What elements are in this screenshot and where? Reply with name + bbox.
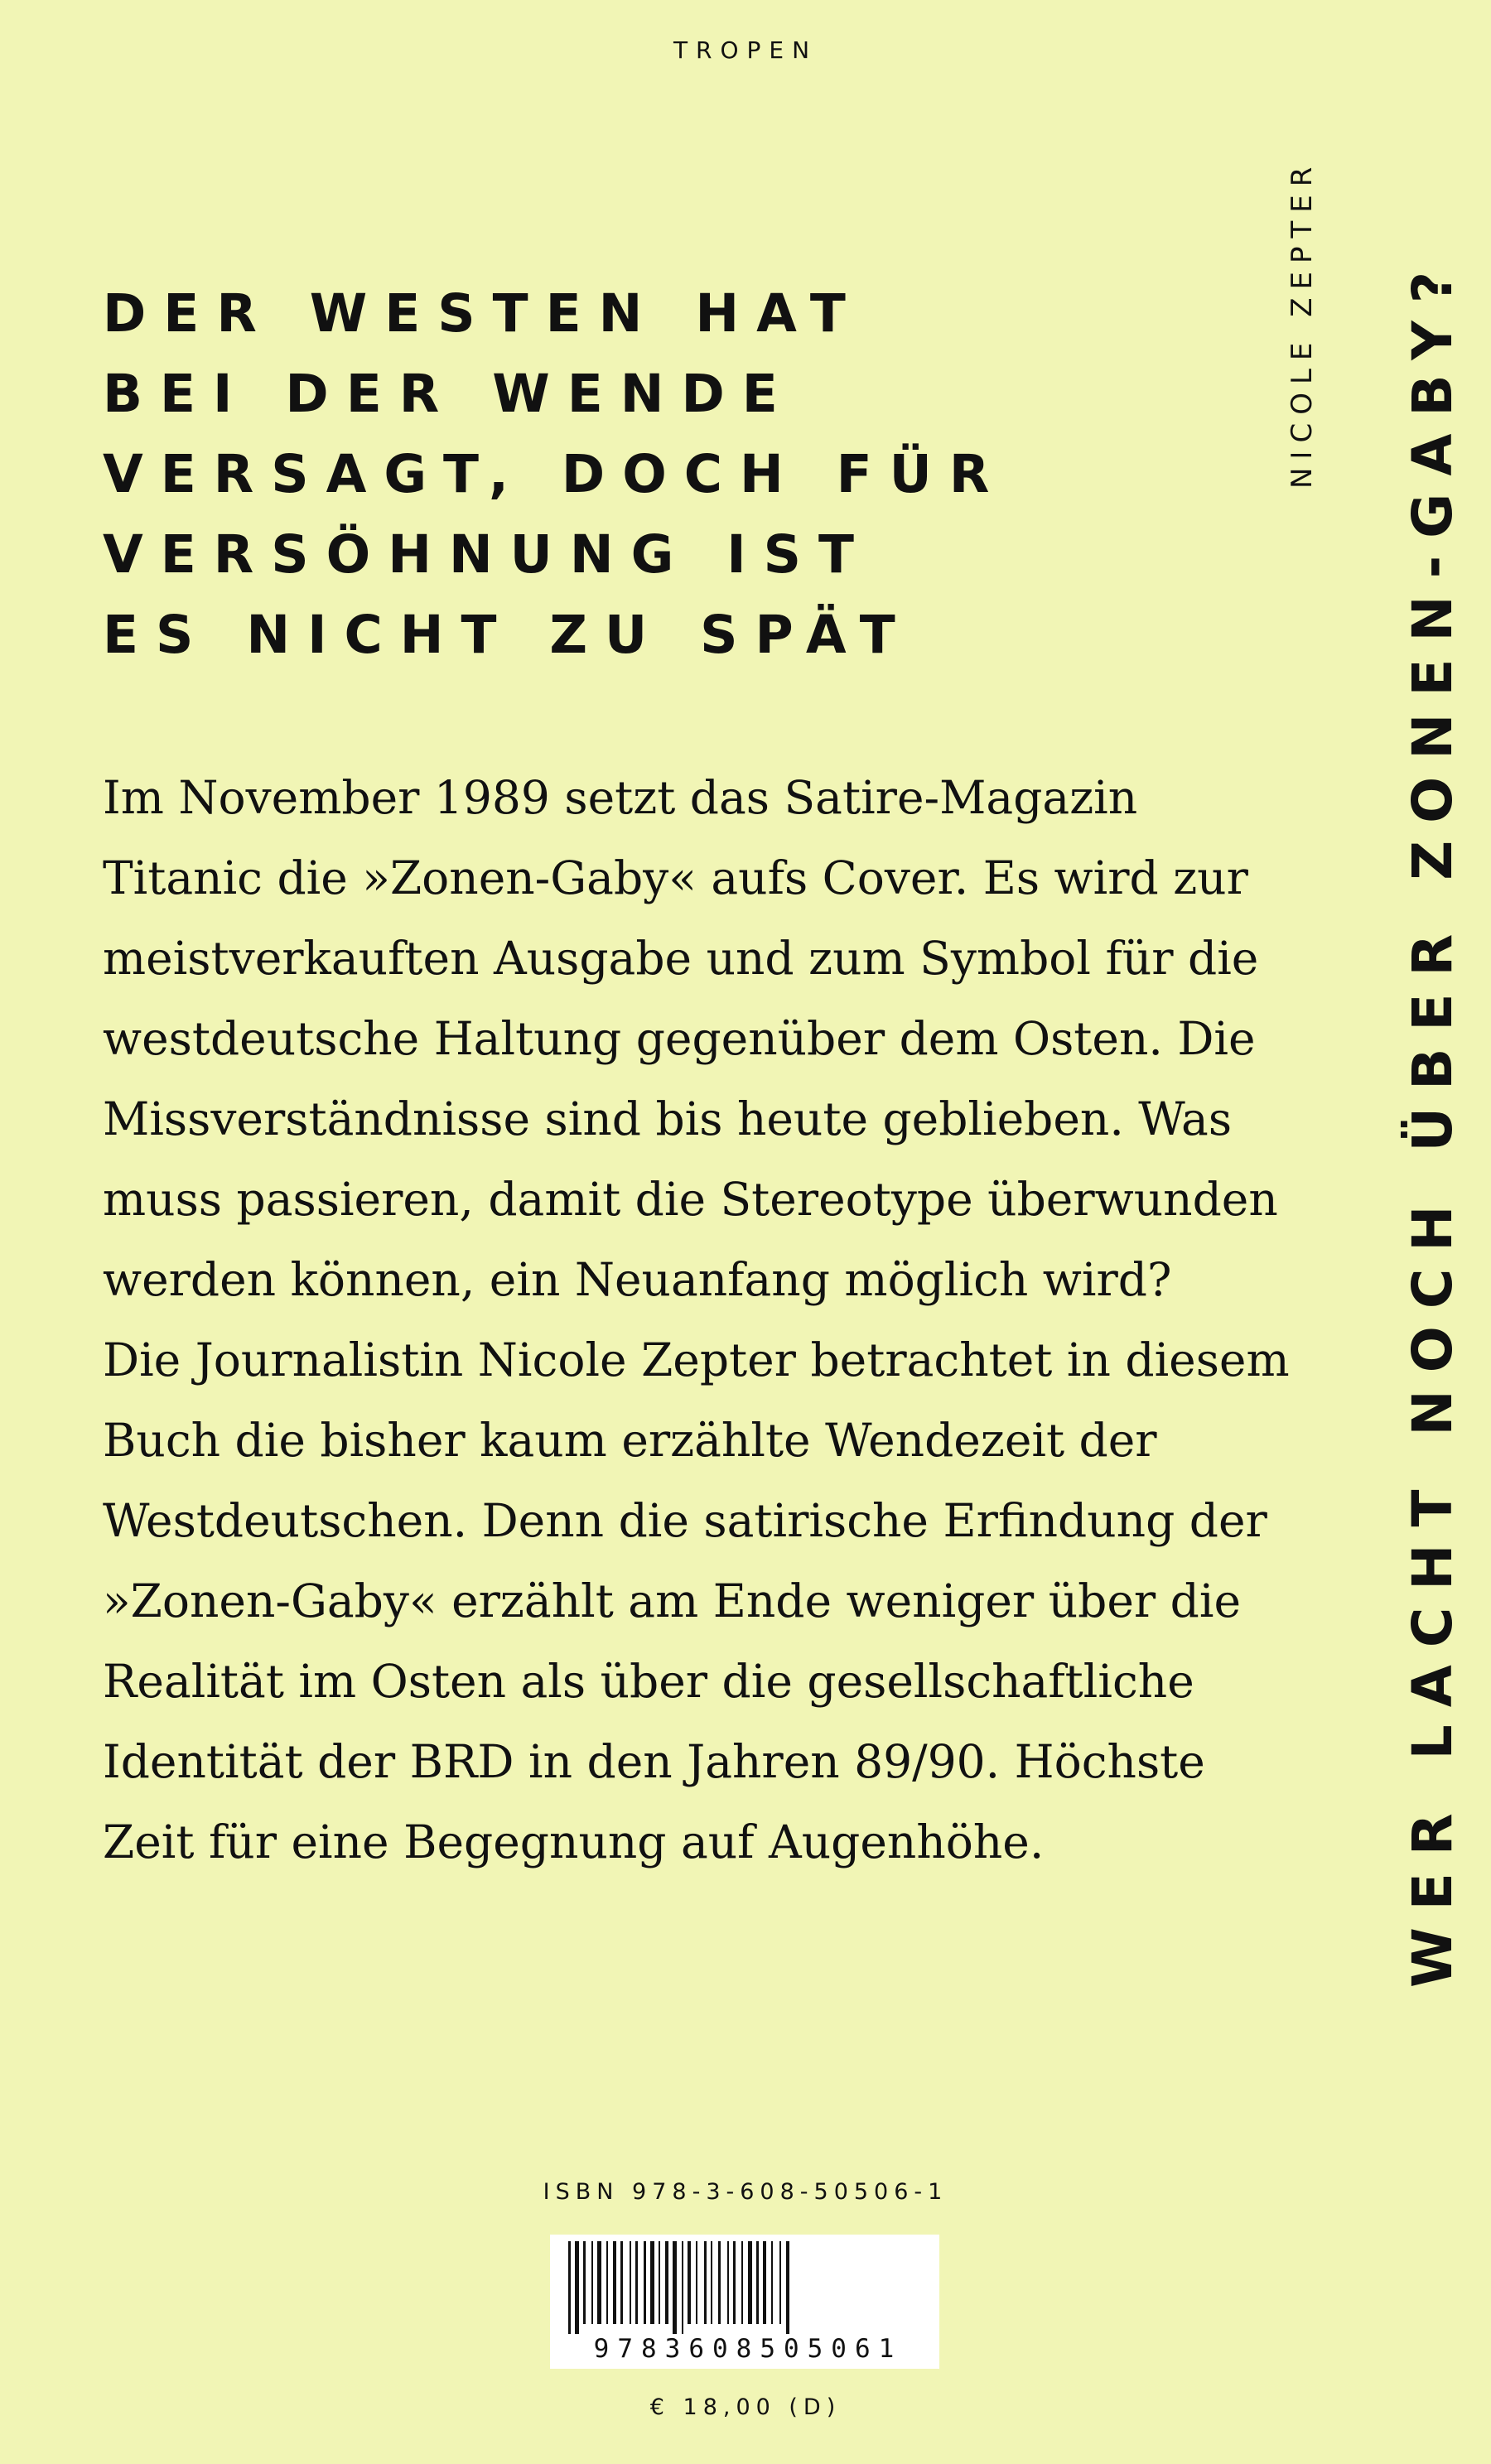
headline-line: VERSAGT, DOCH FÜR [103,444,1007,504]
blurb-line: werden können, ein Neuanfang möglich wird? [103,1253,1172,1306]
barcode-bar [763,2241,766,2324]
barcode-bar [733,2241,736,2324]
barcode-bar [696,2241,697,2324]
headline-line: BEI DER WENDE [103,364,795,424]
barcode-bar [606,2241,608,2324]
barcode-bar [583,2241,586,2324]
barcode-bar [711,2241,712,2324]
barcode-bar [682,2241,683,2334]
barcode-bar [718,2241,721,2324]
blurb-line: »Zonen-Gaby« erzählt am Ende weniger über die [103,1574,1242,1627]
barcode-bar [771,2241,773,2324]
barcode-bar [779,2241,781,2324]
barcode-bar [630,2241,631,2324]
blurb-line: Buch die bisher kaum erzählte Wendezeit der [103,1414,1157,1467]
barcode-number: 9783608505061 [593,2334,903,2364]
blurb-line: Westdeutschen. Denn die satirische Erfindung der [103,1494,1267,1547]
barcode-bar [727,2241,729,2324]
price-label: € 18,00 (D) [649,2394,842,2420]
barcode-bar [756,2241,759,2324]
publisher-name: TROPEN [673,36,818,64]
barcode-bar [688,2241,691,2324]
barcode-bar [650,2241,654,2324]
headline-line: ES NICHT ZU SPÄT [103,605,913,665]
blurb-line: westdeutsche Haltung gegenüber dem Osten. Die [103,1012,1256,1065]
spine-author: NICOLE ZEPTER [1286,158,1319,489]
blurb-line: meistverkauften Ausgabe und zum Symbol für die [103,932,1259,985]
blurb-line: Zeit für eine Begegnung auf Augenhöhe. [103,1815,1045,1868]
barcode-bar [673,2241,677,2334]
blurb-line: Missverständnisse sind bis heute geblieben. Was [103,1092,1233,1145]
blurb-line: Im November 1989 setzt das Satire-Magazin [103,771,1138,824]
headline-line: DER WESTEN HAT [103,283,863,344]
barcode-bar [591,2241,593,2324]
barcode [550,2235,939,2369]
blurb-line: Titanic die »Zonen-Gaby« aufs Cover. Es wird zur [103,851,1248,904]
barcode-bar [644,2241,646,2324]
barcode-bar [659,2241,660,2324]
barcode-bar [786,2241,789,2334]
blurb-paragraph [103,758,1290,1883]
barcode-bar [748,2241,752,2324]
barcode-bar [635,2241,638,2324]
barcode-bar [620,2241,623,2324]
barcode-bar [575,2241,579,2334]
isbn-label: ISBN 978-3-608-50506-1 [543,2179,948,2205]
barcode-bar [704,2241,707,2324]
blurb-line: Realität im Osten als über die gesellschaftliche [103,1655,1194,1708]
barcode-bar [665,2241,668,2324]
barcode-bar [597,2241,601,2324]
headline [103,273,1196,675]
barcode-bar [613,2241,616,2324]
blurb-line: Die Journalistin Nicole Zepter betrachtet in diesem [103,1333,1290,1386]
blurb-line: Identität der BRD in den Jahren 89/90. Höchste [103,1735,1205,1788]
barcode-bar [568,2241,571,2334]
headline-line: VERSÖHNUNG IST [103,524,871,585]
barcode-bar [741,2241,743,2324]
blurb-line: muss passieren, damit die Stereotype überwunden [103,1173,1278,1226]
spine-title: WER LACHT NOCH ÜBER ZONEN-GABY? [1401,253,1464,1988]
